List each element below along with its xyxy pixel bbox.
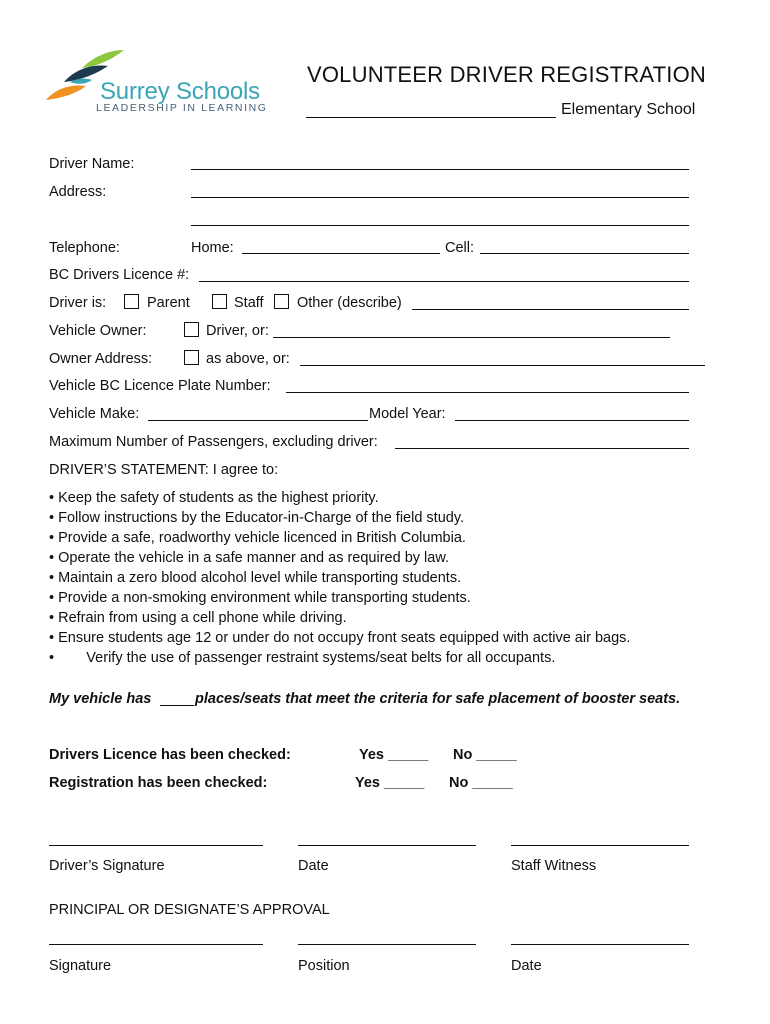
vehicle-owner-field[interactable] bbox=[273, 337, 670, 338]
registration-checked-label: Registration has been checked: bbox=[49, 775, 268, 791]
statement-item: • Ensure students age 12 or under do not occupy front seats equipped with active air bags. bbox=[49, 630, 631, 646]
other-checkbox[interactable] bbox=[274, 294, 289, 309]
parent-label: Parent bbox=[147, 295, 190, 311]
home-label: Home: bbox=[191, 240, 234, 256]
statement-item: • Provide a non-smoking environment while transporting students. bbox=[49, 590, 471, 606]
make-label: Vehicle Make: bbox=[49, 406, 140, 422]
statement-item: • Keep the safety of students as the highest priority. bbox=[49, 490, 379, 506]
staff-witness-label: Staff Witness bbox=[511, 858, 597, 874]
cell-phone-field[interactable] bbox=[480, 253, 689, 254]
driver-name-field[interactable] bbox=[191, 169, 689, 170]
cell-label: Cell: bbox=[445, 240, 475, 256]
booster-seats-field[interactable] bbox=[160, 705, 194, 706]
as-above-label: as above, or: bbox=[206, 351, 290, 367]
driver-signature-field[interactable] bbox=[49, 845, 263, 846]
address-label: Address: bbox=[49, 184, 107, 200]
owner-address-label: Owner Address: bbox=[49, 351, 153, 367]
as-above-checkbox[interactable] bbox=[184, 350, 199, 365]
address-field-1[interactable] bbox=[191, 197, 689, 198]
position-field[interactable] bbox=[298, 944, 476, 945]
form-title: VOLUNTEER DRIVER REGISTRATION bbox=[307, 62, 706, 87]
statement-item: • Provide a safe, roadworthy vehicle licenced in British Columbia. bbox=[49, 530, 466, 546]
school-suffix: Elementary School bbox=[561, 101, 696, 118]
statement-item: • Refrain from using a cell phone while driving. bbox=[49, 610, 347, 626]
plate-label: Vehicle BC Licence Plate Number: bbox=[49, 378, 271, 394]
home-phone-field[interactable] bbox=[242, 253, 440, 254]
registration-checked-no[interactable]: No _____ bbox=[449, 775, 513, 791]
statement-item: • Operate the vehicle in a safe manner and as required by law. bbox=[49, 550, 450, 566]
driver-or-label: Driver, or: bbox=[206, 323, 269, 339]
signature-label: Signature bbox=[49, 958, 112, 974]
plate-field[interactable] bbox=[286, 392, 689, 393]
driver-name-label: Driver Name: bbox=[49, 156, 135, 172]
max-passengers-field[interactable] bbox=[395, 448, 689, 449]
max-passengers-label: Maximum Number of Passengers, excluding driver: bbox=[49, 434, 378, 450]
school-name-field[interactable] bbox=[306, 117, 556, 118]
approval-date-label: Date bbox=[511, 958, 542, 974]
staff-label: Staff bbox=[234, 295, 264, 311]
owner-driver-checkbox[interactable] bbox=[184, 322, 199, 337]
approval-heading: PRINCIPAL OR DESIGNATE’S APPROVAL bbox=[49, 902, 330, 918]
registration-checked-yes[interactable]: Yes _____ bbox=[355, 775, 425, 791]
logo-name: Surrey Schools bbox=[100, 78, 260, 105]
model-year-field[interactable] bbox=[455, 420, 689, 421]
telephone-label: Telephone: bbox=[49, 240, 120, 256]
licence-checked-no[interactable]: No _____ bbox=[453, 747, 517, 763]
statement-item: • Follow instructions by the Educator-in-Charge of the field study. bbox=[49, 510, 465, 526]
statement-item: • Verify the use of passenger restraint systems/seat belts for all occupants. bbox=[49, 650, 556, 666]
date-label: Date bbox=[298, 858, 329, 874]
booster-suffix: places/seats that meet the criteria for safe placement of booster seats. bbox=[195, 691, 681, 707]
parent-checkbox[interactable] bbox=[124, 294, 139, 309]
driver-signature-label: Driver’s Signature bbox=[49, 858, 165, 874]
licence-checked-label: Drivers Licence has been checked: bbox=[49, 747, 291, 763]
address-field-2[interactable] bbox=[191, 225, 689, 226]
principal-signature-field[interactable] bbox=[49, 944, 263, 945]
position-label: Position bbox=[298, 958, 350, 974]
other-label: Other (describe) bbox=[297, 295, 402, 311]
logo-tagline: LEADERSHIP IN LEARNING bbox=[96, 102, 268, 114]
licence-checked-yes[interactable]: Yes _____ bbox=[359, 747, 429, 763]
approval-date-field[interactable] bbox=[511, 944, 689, 945]
licence-field[interactable] bbox=[199, 281, 689, 282]
staff-witness-field[interactable] bbox=[511, 845, 689, 846]
date-field[interactable] bbox=[298, 845, 476, 846]
statement-heading: DRIVER’S STATEMENT: I agree to: bbox=[49, 462, 279, 478]
make-field[interactable] bbox=[148, 420, 368, 421]
driver-is-label: Driver is: bbox=[49, 295, 107, 311]
model-year-label: Model Year: bbox=[369, 406, 446, 422]
owner-address-field[interactable] bbox=[300, 365, 705, 366]
booster-prefix: My vehicle has bbox=[49, 691, 156, 707]
other-describe-field[interactable] bbox=[412, 309, 689, 310]
vehicle-owner-label: Vehicle Owner: bbox=[49, 323, 147, 339]
statement-item: • Maintain a zero blood alcohol level while transporting students. bbox=[49, 570, 462, 586]
licence-label: BC Drivers Licence #: bbox=[49, 267, 190, 283]
staff-checkbox[interactable] bbox=[212, 294, 227, 309]
